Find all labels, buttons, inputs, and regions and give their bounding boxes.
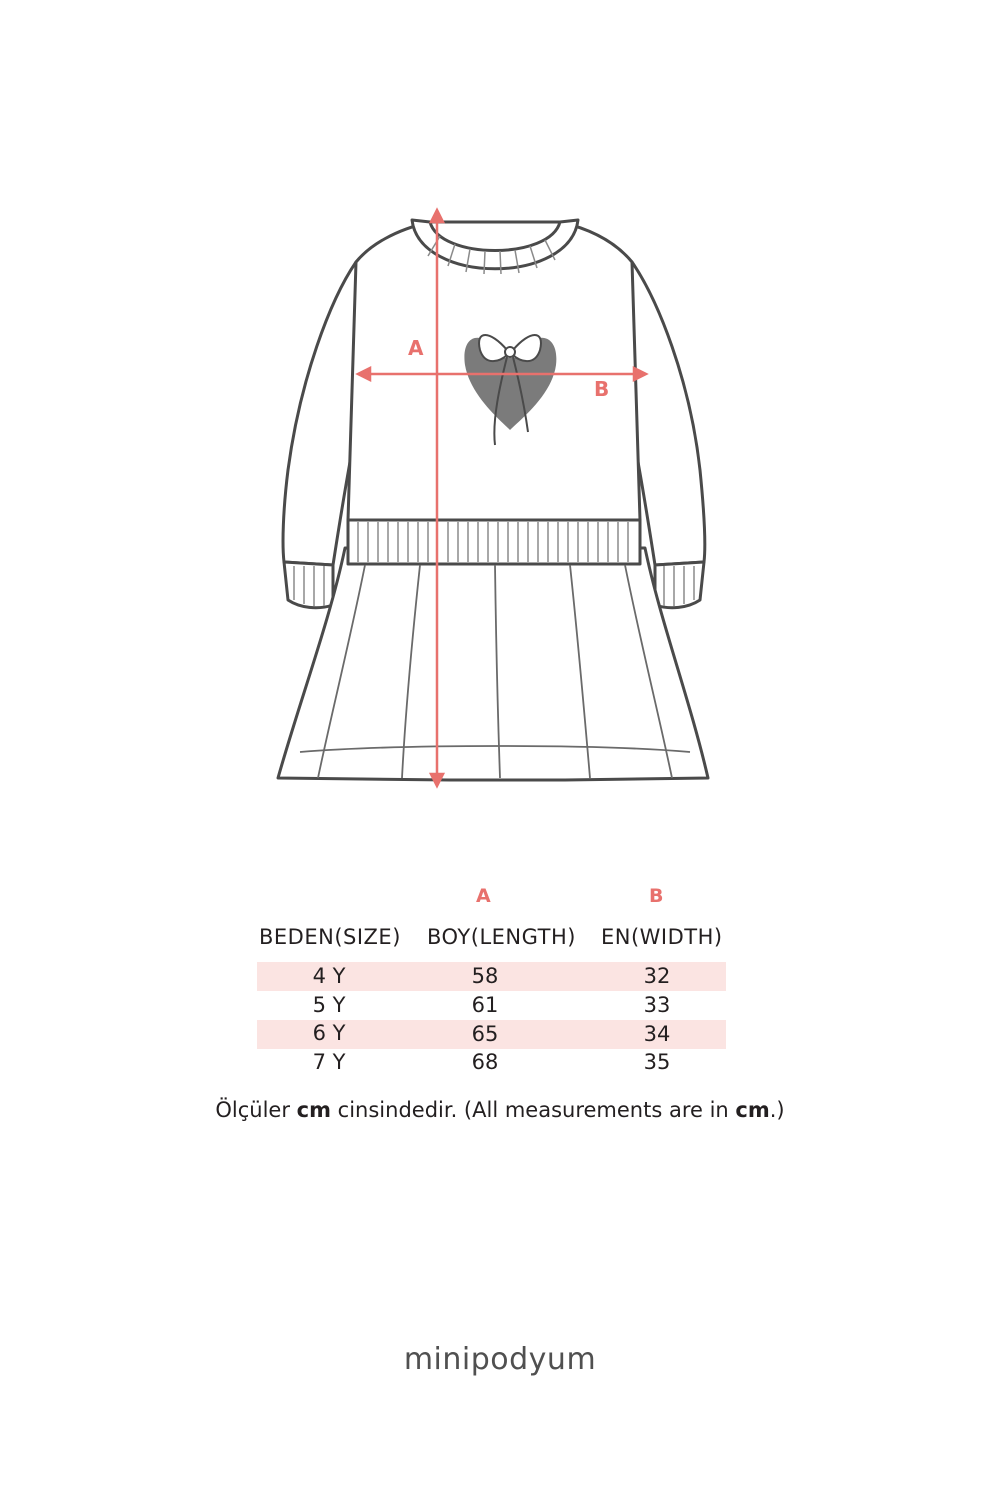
note-unit-2: cm — [735, 1098, 770, 1122]
cell-size: 5 Y — [312, 993, 346, 1017]
note-text-3: .) — [769, 1098, 785, 1122]
left-sleeve — [283, 262, 356, 565]
cell-size: 7 Y — [312, 1050, 346, 1074]
diagram-label-a: A — [408, 336, 424, 360]
brand-logo — [380, 1342, 620, 1394]
cell-length: 61 — [471, 993, 499, 1017]
cell-length: 68 — [471, 1050, 499, 1074]
cell-width: 35 — [643, 1050, 671, 1074]
brand-logo-text: minipodyum — [403, 1342, 597, 1377]
diagram-label-b: B — [594, 377, 610, 401]
cell-size: 6 Y — [312, 1021, 346, 1045]
note-text-1: Ölçüler — [215, 1098, 297, 1122]
waistband — [348, 520, 640, 564]
right-sleeve — [632, 262, 705, 565]
cell-length: 58 — [471, 964, 499, 988]
cell-length: 65 — [471, 1022, 499, 1046]
header-width: EN(WIDTH) — [601, 925, 723, 949]
left-cuff — [284, 562, 333, 608]
cell-width: 33 — [643, 993, 671, 1017]
header-size: BEDEN(SIZE) — [259, 925, 401, 949]
measurement-note — [0, 1098, 1000, 1122]
note-unit-1: cm — [296, 1098, 331, 1122]
cell-width: 32 — [643, 964, 671, 988]
right-cuff — [655, 562, 704, 608]
column-letter-b: B — [649, 885, 664, 907]
column-letter-a: A — [476, 885, 491, 907]
note-text-2: cinsindedir. (All measurements are in — [331, 1098, 736, 1122]
cell-width: 34 — [643, 1022, 671, 1046]
header-length: BOY(LENGTH) — [427, 925, 576, 949]
cell-size: 4 Y — [312, 964, 346, 988]
